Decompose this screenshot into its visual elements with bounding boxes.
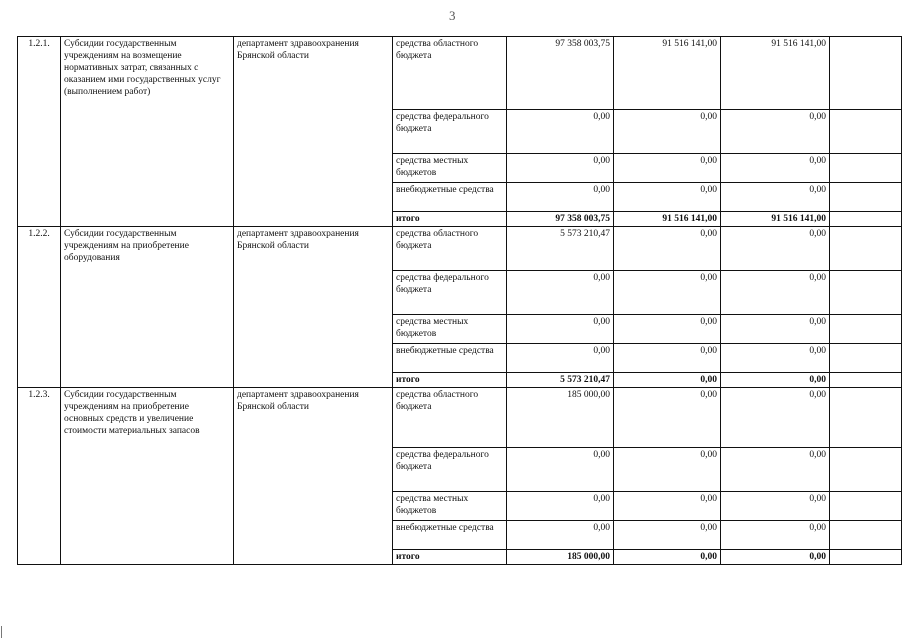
amount-cell: 0,00 bbox=[507, 492, 614, 521]
item-executor: департамент здравоохранения Брянской области bbox=[234, 227, 393, 388]
item-executor: департамент здравоохранения Брянской области bbox=[234, 388, 393, 565]
total-amount: 0,00 bbox=[614, 373, 721, 388]
amount-cell: 0,00 bbox=[614, 315, 721, 344]
item-name: Субсидии государственным учреждениям на приобретение оборудования bbox=[61, 227, 234, 388]
empty-cell bbox=[830, 271, 902, 315]
amount-cell: 0,00 bbox=[721, 344, 830, 373]
source-label: средства федерального бюджета bbox=[393, 271, 507, 315]
amount-cell: 0,00 bbox=[614, 154, 721, 183]
amount-cell: 0,00 bbox=[721, 448, 830, 492]
source-label: средства областного бюджета bbox=[393, 37, 507, 110]
empty-cell bbox=[830, 110, 902, 154]
empty-cell bbox=[830, 315, 902, 344]
total-amount: 5 573 210,47 bbox=[507, 373, 614, 388]
source-label: внебюджетные средства bbox=[393, 344, 507, 373]
amount-cell: 0,00 bbox=[614, 110, 721, 154]
page-number: 3 bbox=[449, 8, 456, 23]
amount-cell: 0,00 bbox=[614, 492, 721, 521]
amount-cell: 0,00 bbox=[507, 183, 614, 212]
empty-cell bbox=[830, 227, 902, 271]
amount-cell: 0,00 bbox=[614, 388, 721, 448]
amount-cell: 0,00 bbox=[721, 227, 830, 271]
scan-edge-mark bbox=[1, 626, 2, 638]
empty-cell bbox=[830, 550, 902, 565]
empty-cell bbox=[830, 212, 902, 227]
amount-cell: 0,00 bbox=[721, 183, 830, 212]
amount-cell: 0,00 bbox=[507, 315, 614, 344]
amount-cell: 185 000,00 bbox=[507, 388, 614, 448]
amount-cell: 0,00 bbox=[507, 271, 614, 315]
amount-cell: 0,00 bbox=[721, 492, 830, 521]
amount-cell: 0,00 bbox=[721, 315, 830, 344]
amount-cell: 0,00 bbox=[614, 227, 721, 271]
item-name: Субсидии государственным учреждениям на возмещение нормативных затрат, связанных с оказанием ими государственных услуг (выполнением работ) bbox=[61, 37, 234, 227]
empty-cell bbox=[830, 388, 902, 448]
empty-cell bbox=[830, 448, 902, 492]
source-label: средства местных бюджетов bbox=[393, 154, 507, 183]
budget-table bbox=[17, 36, 902, 565]
amount-cell: 0,00 bbox=[721, 110, 830, 154]
source-label: средства областного бюджета bbox=[393, 388, 507, 448]
empty-cell bbox=[830, 492, 902, 521]
amount-cell: 0,00 bbox=[614, 448, 721, 492]
total-amount: 97 358 003,75 bbox=[507, 212, 614, 227]
item-number: 1.2.3. bbox=[18, 388, 61, 565]
total-amount: 0,00 bbox=[614, 550, 721, 565]
amount-cell: 0,00 bbox=[507, 521, 614, 550]
amount-cell: 0,00 bbox=[614, 183, 721, 212]
source-label: средства местных бюджетов bbox=[393, 492, 507, 521]
source-label: внебюджетные средства bbox=[393, 183, 507, 212]
total-label: итого bbox=[393, 212, 507, 227]
total-label: итого bbox=[393, 373, 507, 388]
source-label: внебюджетные средства bbox=[393, 521, 507, 550]
amount-cell: 0,00 bbox=[721, 388, 830, 448]
item-number: 1.2.2. bbox=[18, 227, 61, 388]
amount-cell: 0,00 bbox=[507, 154, 614, 183]
total-amount: 91 516 141,00 bbox=[721, 212, 830, 227]
table-row bbox=[18, 227, 902, 271]
total-amount: 91 516 141,00 bbox=[614, 212, 721, 227]
amount-cell: 0,00 bbox=[614, 271, 721, 315]
amount-cell: 97 358 003,75 bbox=[507, 37, 614, 110]
empty-cell bbox=[830, 373, 902, 388]
item-executor: департамент здравоохранения Брянской области bbox=[234, 37, 393, 227]
item-number: 1.2.1. bbox=[18, 37, 61, 227]
empty-cell bbox=[830, 183, 902, 212]
amount-cell: 0,00 bbox=[614, 344, 721, 373]
source-label: средства федерального бюджета bbox=[393, 110, 507, 154]
total-amount: 0,00 bbox=[721, 550, 830, 565]
total-amount: 0,00 bbox=[721, 373, 830, 388]
amount-cell: 0,00 bbox=[721, 154, 830, 183]
source-label: средства федерального бюджета bbox=[393, 448, 507, 492]
total-amount: 185 000,00 bbox=[507, 550, 614, 565]
amount-cell: 5 573 210,47 bbox=[507, 227, 614, 271]
amount-cell: 0,00 bbox=[507, 110, 614, 154]
amount-cell: 0,00 bbox=[721, 271, 830, 315]
item-name: Субсидии государственным учреждениям на приобретение основных средств и увеличение стоимости материальных запасов bbox=[61, 388, 234, 565]
empty-cell bbox=[830, 521, 902, 550]
empty-cell bbox=[830, 154, 902, 183]
empty-cell bbox=[830, 37, 902, 110]
amount-cell: 91 516 141,00 bbox=[721, 37, 830, 110]
source-label: средства местных бюджетов bbox=[393, 315, 507, 344]
empty-cell bbox=[830, 344, 902, 373]
table-row bbox=[18, 37, 902, 110]
amount-cell: 0,00 bbox=[507, 344, 614, 373]
source-label: средства областного бюджета bbox=[393, 227, 507, 271]
amount-cell: 0,00 bbox=[721, 521, 830, 550]
amount-cell: 91 516 141,00 bbox=[614, 37, 721, 110]
amount-cell: 0,00 bbox=[614, 521, 721, 550]
table-row bbox=[18, 388, 902, 448]
amount-cell: 0,00 bbox=[507, 448, 614, 492]
total-label: итого bbox=[393, 550, 507, 565]
